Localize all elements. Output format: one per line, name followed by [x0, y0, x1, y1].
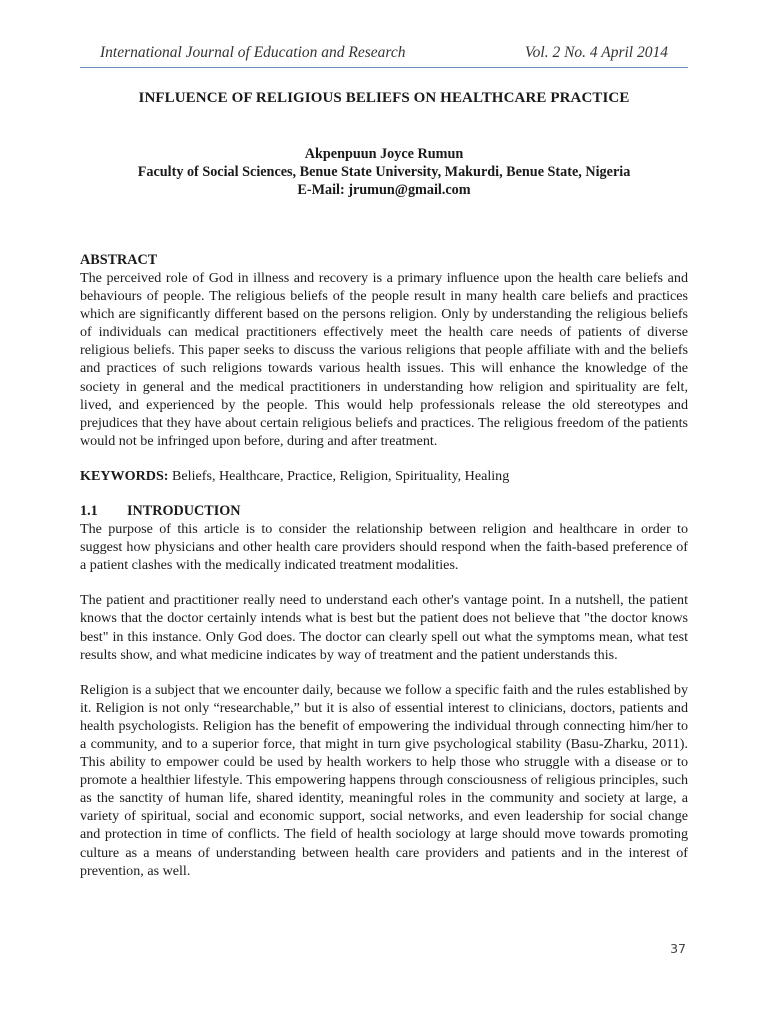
journal-name: International Journal of Education and Research: [100, 44, 406, 61]
spacer: [80, 574, 688, 591]
author-block: [80, 145, 688, 199]
keywords-text: Beliefs, Healthcare, Practice, Religion, Spirituality, Healing: [168, 467, 510, 484]
author-email: E-Mail: jrumun@gmail.com: [297, 182, 471, 198]
intro-paragraph-1: The purpose of this article is to consider the relationship between religion and healthcare in order to suggest how physicians and other health care providers should respond when the faith-based preference of a patient clashes with the medically indicated treatment modalities.: [80, 521, 688, 574]
running-header: [100, 44, 668, 64]
section-title: INTRODUCTION: [127, 503, 241, 520]
intro-paragraph-2: The patient and practitioner really need to understand each other's vantage point. In a nutshell, the patient knows that the doctor certainly intends what is best but the patient does not believe that "the doctor knows best" in this instance. Only God does. The doctor can clearly spell out what the symptoms mean, what test results show, and what medicine indicates by way of treatment and the patient understands this.: [80, 592, 688, 663]
author-name: Akpenpuun Joyce Rumun: [304, 146, 464, 162]
page-number: 37: [670, 941, 686, 956]
paper-title: INFLUENCE OF RELIGIOUS BELIEFS ON HEALTHCARE PRACTICE: [138, 90, 630, 106]
spacer: [80, 450, 688, 467]
spacer: [80, 664, 688, 681]
header-rule: [80, 67, 688, 68]
author-affiliation: Faculty of Social Sciences, Benue State University, Makurdi, Benue State, Nigeria: [137, 164, 631, 180]
keywords-label: KEYWORDS:: [80, 467, 169, 484]
abstract-heading: ABSTRACT: [80, 252, 158, 268]
abstract-text: The perceived role of God in illness and recovery is a primary influence upon the health care beliefs and behaviours of people. The religious beliefs of the people result in many health care beliefs and practices which are significantly different based on the persons religion. Only by understanding the religious beliefs of individuals can medical practitioners effectively meet the health care needs of patients of diverse religious beliefs. This paper seeks to discuss the various religions that people affiliate with and the beliefs and practices of such religions towards various health issues. This will enhance the knowledge of the society in general and the medical practitioners in understanding how religion and spirituality are felt, lived, and experienced by the people. This would help professionals release the old stereotypes and prejudices that they have about certain religious beliefs and practices. The religious freedom of the patients would not be infringed upon before, during and after treatment.: [80, 270, 688, 449]
volume-issue: Vol. 2 No. 4 April 2014: [524, 44, 668, 61]
spacer: [80, 485, 688, 502]
paper-body: [80, 251, 688, 880]
intro-paragraph-3: Religion is a subject that we encounter daily, because we follow a specific faith and the rules established by it. Religion is not only “researchable,” but it is also of essential interest to clinicians, doctors, patients and health psychologists. Religion has the benefit of empowering the individual through connecting him/her to a community, and to a superior force, that might in turn give psychological stability (Basu-Zharku, 2011). This ability to empower could be used by health workers to help those who struggle with a disease or to promote a healthier lifestyle. This empowering happens through consciousness of religious principles, such as the sanctity of human life, shared identity, meaningful roles in the community and society at large, a variety of spiritual, social and economic support, social networks, and even leadership for social change and protection in time of conflicts. The field of health sociology at large should move towards promoting culture as a means of understanding between health care providers and patients and in the interest of prevention, as well.: [80, 681, 688, 879]
section-number: 1.1: [80, 503, 98, 520]
introduction-heading: [80, 502, 688, 520]
keywords-line: [80, 467, 688, 485]
